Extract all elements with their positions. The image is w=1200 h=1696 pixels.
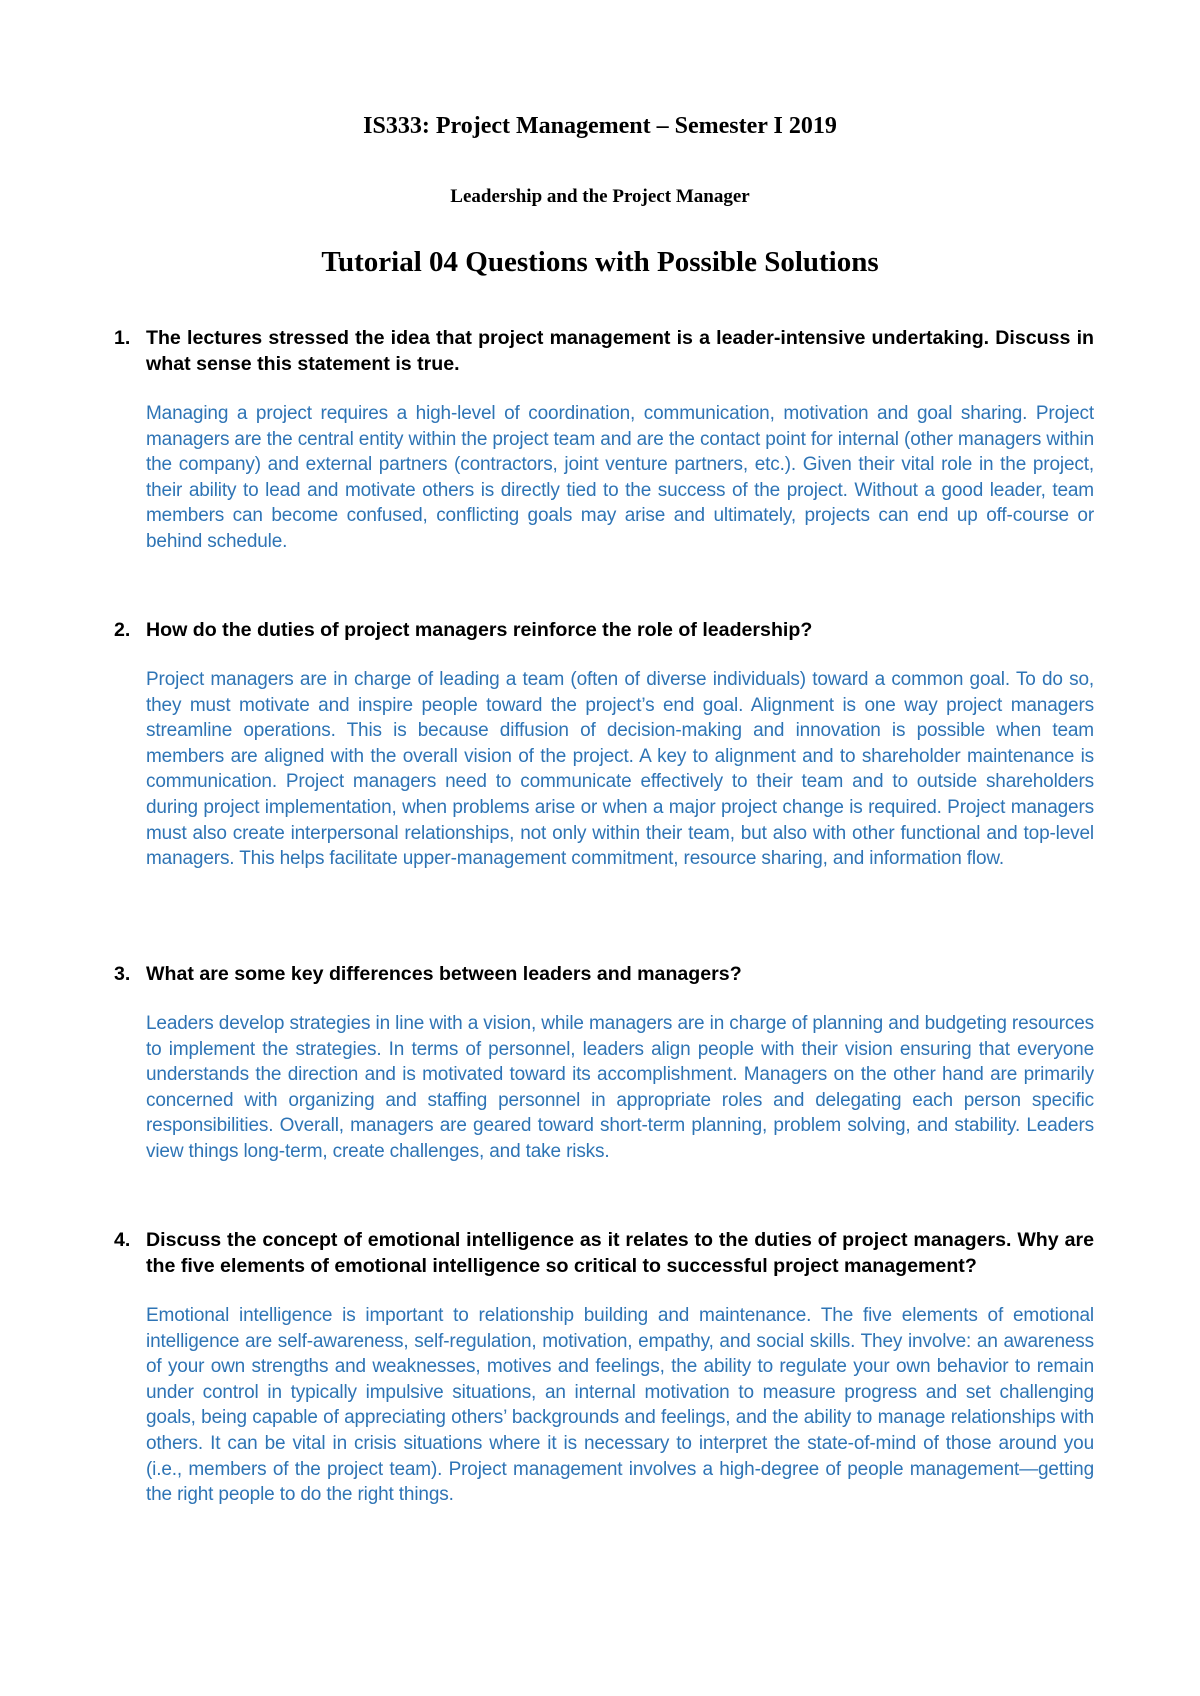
question-4: [114, 1227, 1094, 1279]
question-1: [114, 325, 1094, 377]
question-2: [114, 617, 1094, 643]
answer-3: Leaders develop strategies in line with a vision, while managers are in charge of planning and budgeting resources to implement the strategies. In terms of personnel, leaders align people with their vision ensuring that everyone understands the direction and is motivated toward its accomplishment. Managers on the other hand are primarily concerned with organizing and staffing personnel in appropriate roles and delegating each person specific responsibilities. Overall, managers are geared toward short-term planning, problem solving, and stability. Leaders view things long-term, create challenges, and take risks.: [146, 1013, 1094, 1162]
question-block-1: [114, 325, 1094, 555]
tutorial-title: Tutorial 04 Questions with Possible Solutions: [321, 246, 879, 278]
question-text: What are some key differences between leaders and managers?: [146, 963, 742, 985]
document-subtitle: Leadership and the Project Manager: [450, 186, 750, 207]
answer-1: Managing a project requires a high-level of coordination, communication, motivation and goal sharing. Project managers are the central entity within the project team and are the contact point for internal (other managers within the company) and external partners (contractors, joint venture partners, etc.). Given their vital role in the project, their ability to lead and motivate others is directly tied to the success of the project. Without a good leader, team members can become confused, conflicting goals may arise and ultimately, projects can end up off-course or behind schedule.: [146, 403, 1094, 552]
question-block-3: [114, 961, 1094, 1165]
question-number: 1.: [114, 327, 131, 349]
question-number: 2.: [114, 619, 131, 641]
question-block-4: [114, 1227, 1094, 1508]
question-block-2: [114, 617, 1094, 872]
question-text: Discuss the concept of emotional intelligence as it relates to the duties of project managers. Why are the five elements of emotional intelligence so critical to successful project management?: [146, 1229, 1094, 1277]
answer-2: Project managers are in charge of leading a team (often of diverse individuals) toward a common goal. To do so, they must motivate and inspire people toward the project’s end goal. Alignment is one way project managers streamline operations. This is because diffusion of decision-making and innovation is possible when team members are aligned with the overall vision of the project. A key to alignment and to shareholder maintenance is communication. Project managers need to communicate effectively to their team and to outside shareholders during project implementation, when problems arise or when a major project change is required. Project managers must also create interpersonal relationships, not only within their team, but also with other functional and top-level managers. This helps facilitate upper-management commitment, resource sharing, and information flow.: [146, 669, 1094, 870]
question-text: The lectures stressed the idea that project management is a leader-intensive undertaking. Discuss in what sense this statement is true.: [146, 327, 1094, 375]
question-number: 4.: [114, 1229, 131, 1251]
course-title: IS333: Project Management – Semester I 2019: [363, 113, 837, 139]
question-3: [114, 961, 1094, 987]
answer-4: Emotional intelligence is important to relationship building and maintenance. The five elements of emotional intelligence are self-awareness, self-regulation, motivation, empathy, and social skills. They involve: an awareness of your own strengths and weaknesses, motives and feelings, the ability to regulate your own behavior to remain under control in typically impulsive situations, an internal motivation to measure progress and set challenging goals, being capable of appreciating others’ backgrounds and feelings, and the ability to manage relationships with others. It can be vital in crisis situations where it is necessary to interpret the state-of-mind of those around you (i.e., members of the project team). Project management involves a high-degree of people management—getting the right people to do the right things.: [146, 1305, 1094, 1506]
question-number: 3.: [114, 963, 131, 985]
question-text: How do the duties of project managers reinforce the role of leadership?: [146, 619, 813, 641]
